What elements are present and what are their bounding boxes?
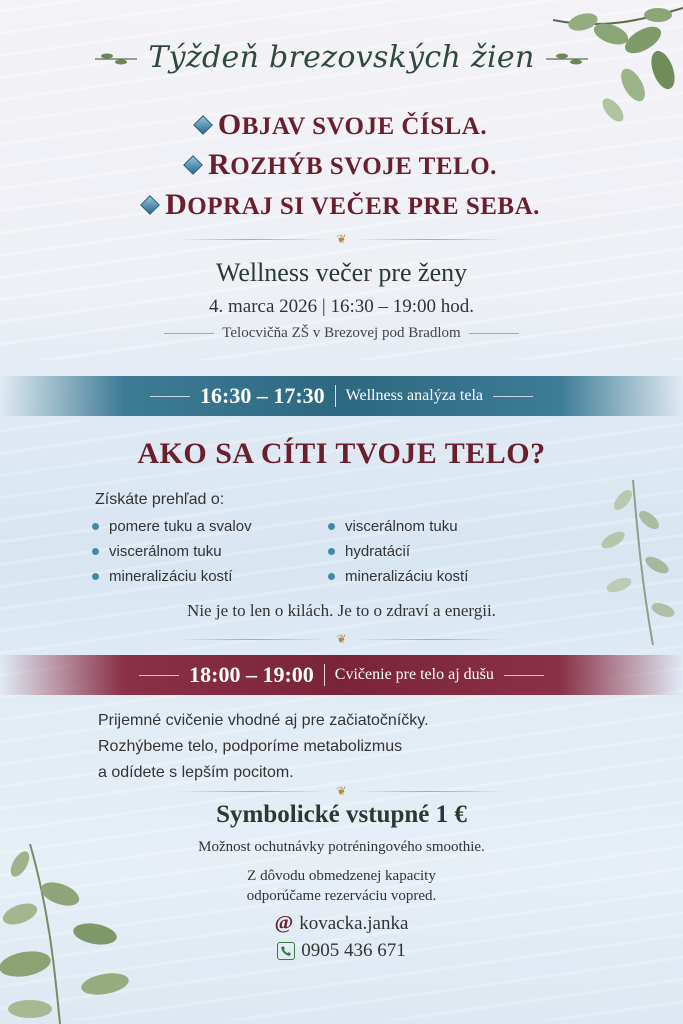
dot-bullet-icon	[328, 523, 335, 530]
event-place: Telocvičňa ZŠ v Brezovej pod Bradlom	[222, 325, 461, 341]
page-title-row	[0, 40, 683, 75]
dot-bullet-icon	[92, 573, 99, 580]
session-2-desc: Cvičenie pre telo aj dušu	[334, 666, 494, 683]
exercise-line: a odídete s lepším pocitom.	[98, 764, 294, 781]
diamond-bullet-icon	[193, 115, 213, 135]
leaf-ornament-icon	[93, 52, 139, 66]
leaf-branch-icon	[583, 470, 683, 650]
session-2-band	[0, 655, 683, 695]
phone-contact[interactable]	[0, 940, 683, 962]
dot-bullet-icon	[92, 548, 99, 555]
instagram-handle[interactable]: kovacka.janka	[299, 912, 409, 934]
analysis-intro: Získáte prehľad o:	[95, 491, 225, 508]
entry-fee: Symbolické vstupné 1 €	[216, 801, 467, 828]
analysis-question: AKO SA CÍTI TVOJE TELO?	[137, 437, 546, 470]
phone-number[interactable]: 0905 436 671	[301, 940, 406, 961]
at-icon: @	[274, 912, 294, 934]
divider-ornament: ❦	[0, 232, 683, 246]
headline-2: ROZHÝB SVOJE TELO.	[0, 148, 683, 182]
exercise-line: Rozhýbeme telo, podporíme metabolizmus	[98, 738, 403, 755]
session-2-time: 18:00 – 19:00	[189, 662, 314, 687]
list-item: viscerálnom tuku	[92, 543, 328, 560]
smoothie-note: Možnost ochutnávky potréningového smoothie.	[198, 839, 485, 855]
capacity-note-2: odporúčame rezerváciu vopred.	[246, 888, 437, 904]
session-1-time: 16:30 – 17:30	[200, 383, 325, 408]
page-title: Týždeň brezovských žien	[148, 40, 535, 75]
list-item: mineralizáciu kostí	[328, 568, 528, 585]
phone-icon	[277, 942, 295, 960]
session-1-band	[0, 376, 683, 416]
event-place-row	[0, 325, 683, 342]
analysis-bullet-list	[92, 518, 532, 585]
exercise-line: Prijemné cvičenie vhodné aj pre začiatočníčky.	[98, 712, 429, 729]
event-date: 4. marca 2026 | 16:30 – 19:00 hod.	[208, 296, 475, 317]
headline-3: DOPRAJ SI VEČER PRE SEBA.	[0, 188, 683, 222]
event-title: Wellness večer pre ženy	[215, 258, 468, 287]
exercise-description	[98, 708, 568, 786]
leaf-ornament-icon	[544, 52, 590, 66]
dot-bullet-icon	[328, 548, 335, 555]
instagram-contact[interactable]	[0, 912, 683, 935]
diamond-bullet-icon	[183, 155, 203, 175]
dot-bullet-icon	[328, 573, 335, 580]
divider-ornament: ❦	[0, 632, 683, 646]
diamond-bullet-icon	[140, 195, 160, 215]
divider-ornament: ❦	[0, 784, 683, 798]
list-item: viscerálnom tuku	[328, 518, 528, 535]
list-item: mineralizáciu kostí	[92, 568, 328, 585]
dot-bullet-icon	[92, 523, 99, 530]
capacity-note-1: Z dôvodu obmedzenej kapacity	[247, 868, 436, 884]
session-1-desc: Wellness analýza tela	[345, 387, 483, 404]
analysis-tagline: Nie je to len o kilách. Je to o zdraví a energii.	[187, 601, 496, 620]
headline-1: OBJAV SVOJE ČÍSLA.	[0, 108, 683, 142]
list-item: pomere tuku a svalov	[92, 518, 328, 535]
list-item: hydratácií	[328, 543, 528, 560]
